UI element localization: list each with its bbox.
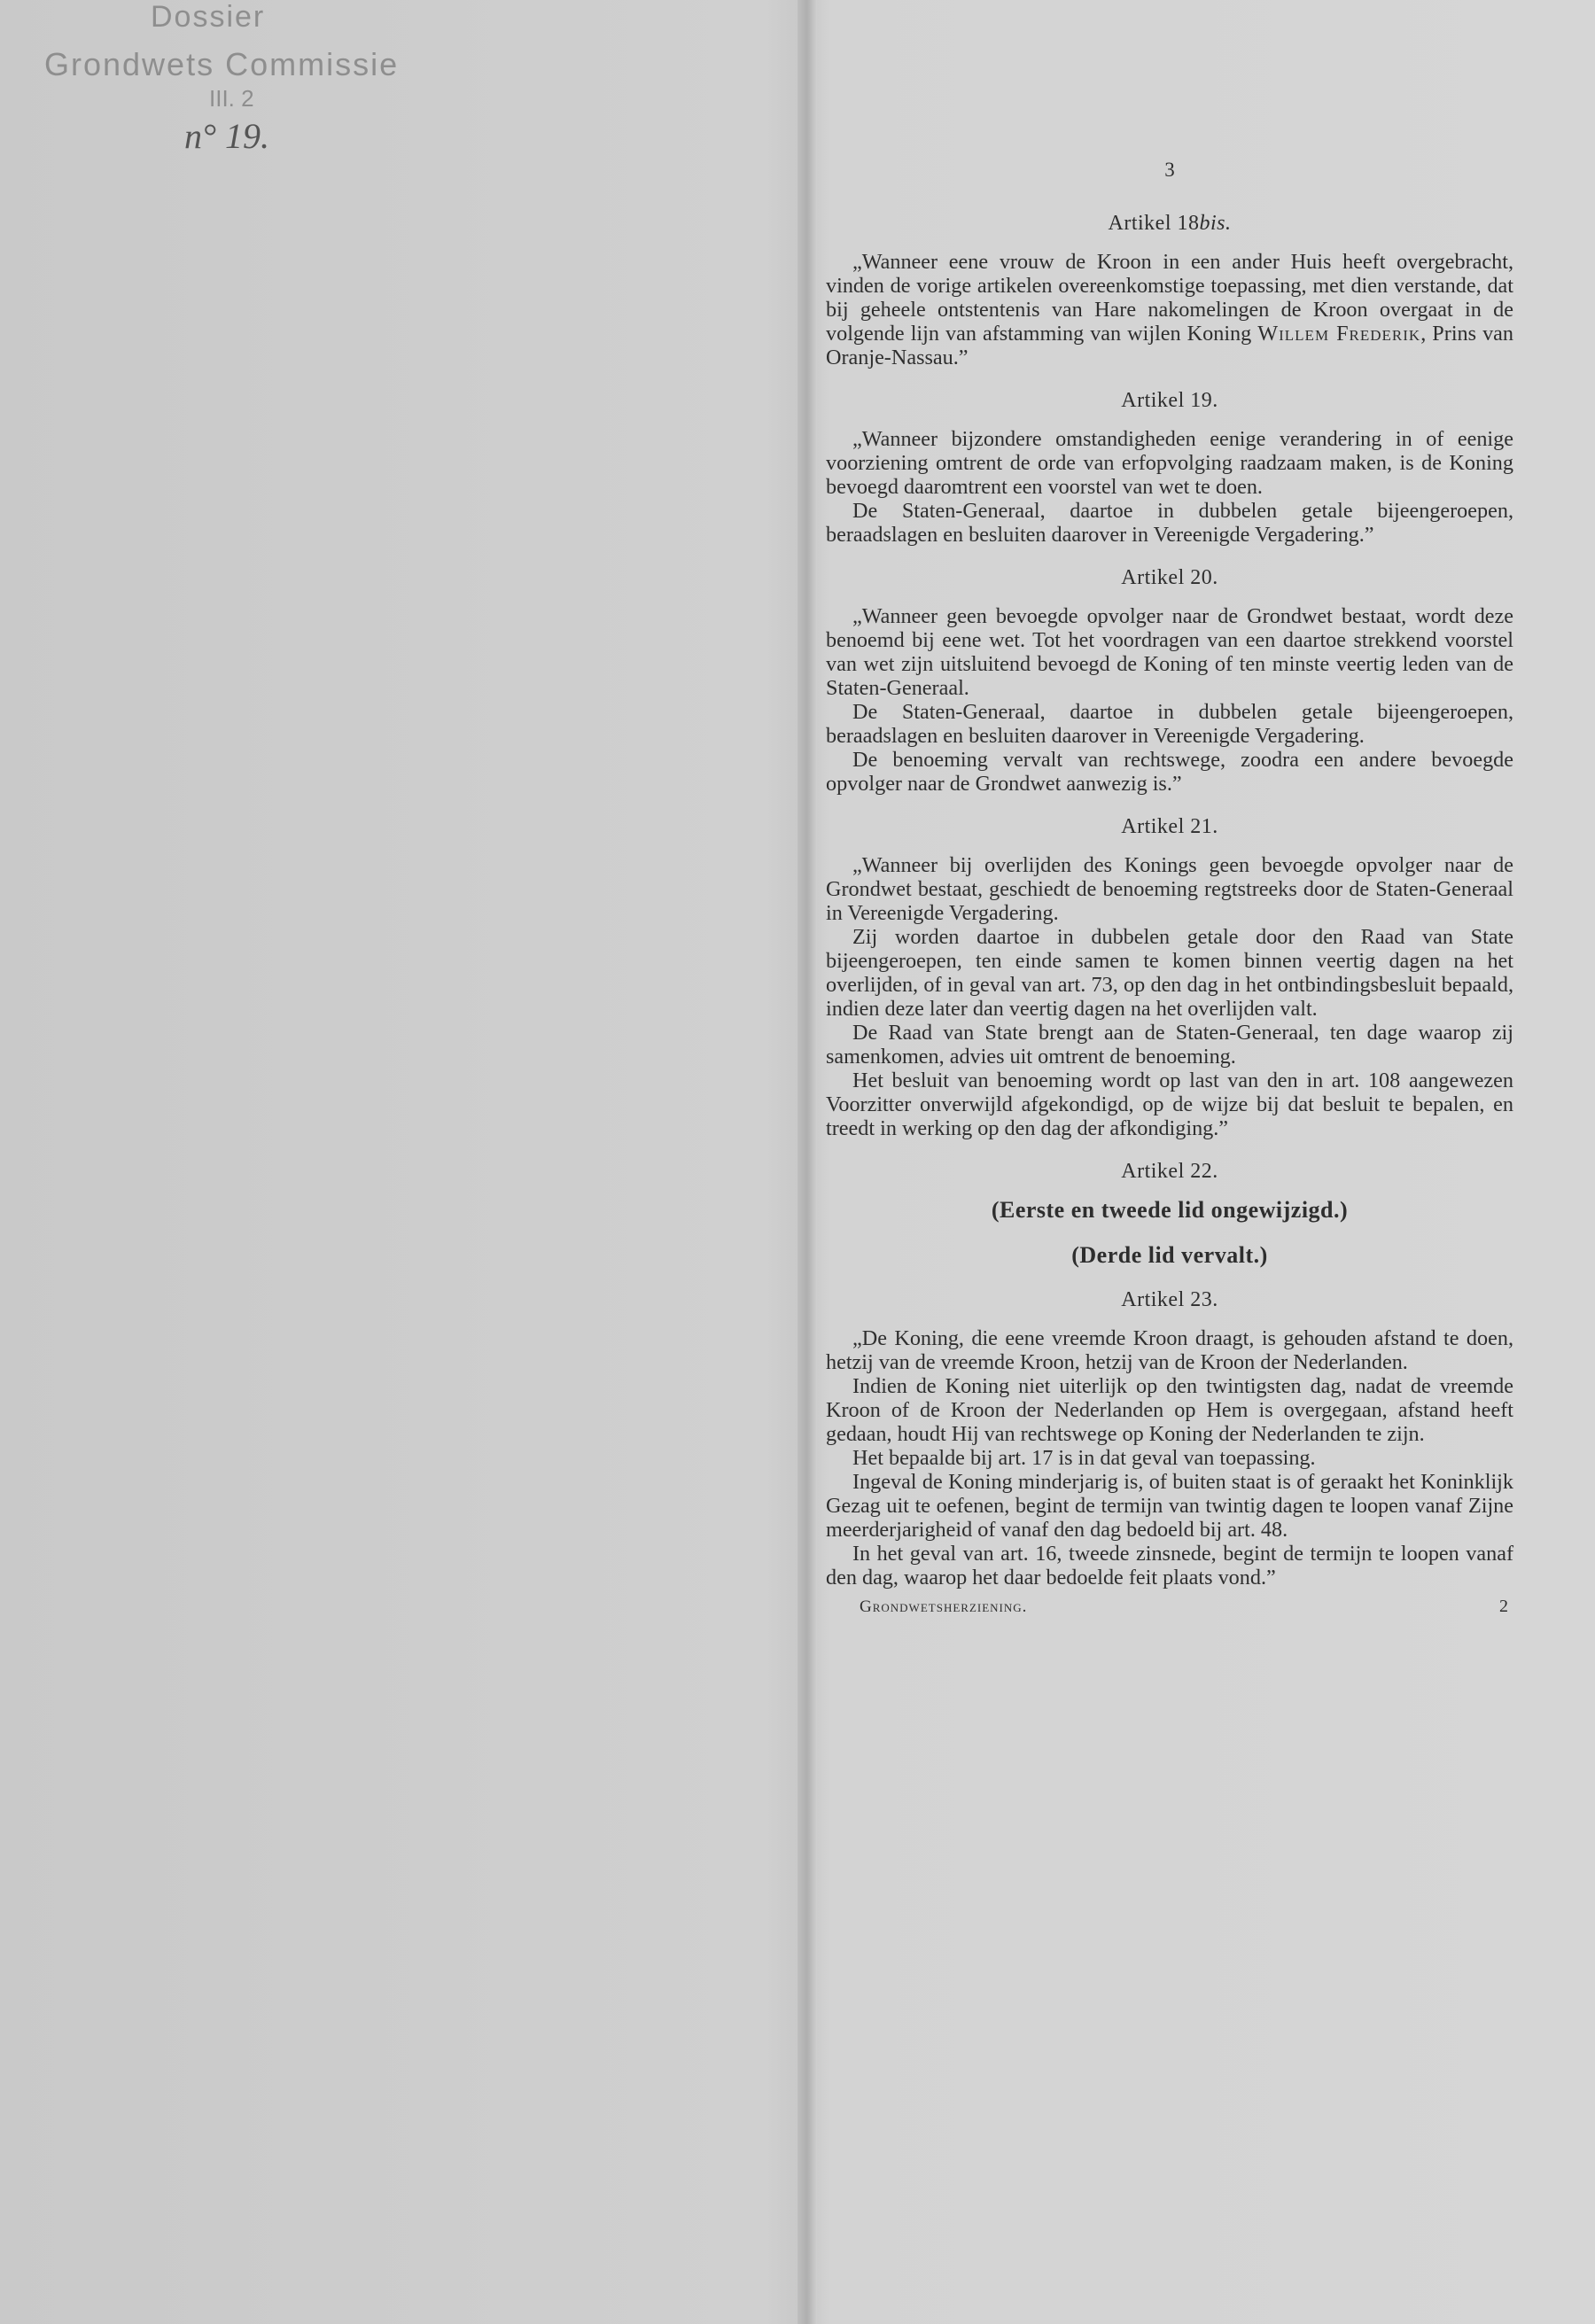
stamp-handwritten-number: n° 19. xyxy=(184,116,269,156)
article-paragraph: „De Koning, die eene vreemde Kroon draagt, is gehouden afstand te doen, hetzij van de vreemde Kroon, hetzij van de Kroon der Nederlanden. xyxy=(826,1326,1513,1374)
article-paragraph: Het bepaalde bij art. 17 is in dat geval van toepassing. xyxy=(852,1446,1316,1470)
amendment-note: (Eerste en tweede lid ongewijzigd.) xyxy=(991,1197,1349,1223)
article-paragraph: De Raad van State brengt aan de Staten-Generaal, ten dage waarop zij samenkomen, advies uit omtrent de benoeming. xyxy=(826,1021,1513,1069)
article-paragraph: „Wanneer bijzondere omstandigheden eenige verandering in of eenige voorziening omtrent de orde van erfopvolging raadzaam maken, is de Koning bevoegd daaromtrent een voorstel van wet te doen. xyxy=(826,427,1513,499)
article-19 xyxy=(826,389,1513,547)
article-22 xyxy=(826,1160,1513,1267)
royal-name: Willem Frederik xyxy=(1257,322,1421,346)
sheet-number: 2 xyxy=(1499,1597,1508,1616)
page-number: 3 xyxy=(1164,159,1175,181)
footer-signature: Grondwetsherziening. xyxy=(860,1597,1028,1616)
article-paragraph: De benoeming vervalt van rechtswege, zoodra een andere bevoegde opvolger naar de Grondwet aanwezig is.” xyxy=(826,748,1513,796)
amendment-note: (Derde lid vervalt.) xyxy=(1071,1242,1268,1268)
page-fold xyxy=(798,0,817,2324)
article-title: Artikel 22. xyxy=(1121,1160,1218,1183)
article-paragraph: „Wanneer bij overlijden des Konings geen bevoegde opvolger naar de Grondwet bestaat, geschiedt de benoeming regtstreeks door de Staten-Generaal in Vereenigde Vergadering. xyxy=(826,853,1513,925)
stamp-line-2: Grondwets Commissie xyxy=(44,46,400,82)
article-paragraph: De Staten-Generaal, daartoe in dubbelen getale bijeengeroepen, beraadslagen en besluiten daarover in Vereenigde Vergadering.” xyxy=(826,499,1513,547)
article-paragraph: „Wanneer eene vrouw de Kroon in een ander Huis heeft overgebracht, vinden de vorige artikelen overeenkomstige toepassing, met dien verstande, dat bij geheele ontstentenis van Hare nakomelingen de Kroon overgaat in de volgende lijn van afstamming van wijlen Koning Willem Frederik, Prins van Oranje-Nassau.” xyxy=(826,250,1514,369)
article-20 xyxy=(826,566,1513,796)
page-footer xyxy=(826,1595,1513,1619)
article-title: Artikel 21. xyxy=(1121,815,1218,838)
text-page xyxy=(826,158,1513,1619)
article-title: Artikel 20. xyxy=(1121,566,1218,589)
article-paragraph: Zij worden daartoe in dubbelen getale door den Raad van State bijeengeroepen, ten einde samen te komen binnen veertig dagen na het overlijden, of in geval van art. 73, op den dag in het ontbindingsbesluit bepaald, indien deze later dan veertig dagen na het overlijden valt. xyxy=(826,925,1513,1021)
article-title: Artikel 19. xyxy=(1121,389,1218,412)
article-23 xyxy=(826,1288,1513,1589)
article-18bis xyxy=(826,212,1513,369)
article-paragraph: Ingeval de Koning minderjarig is, of buiten staat is of geraakt het Koninklijk Gezag uit te oefenen, begint de termijn van twintig dagen te loopen vanaf Zijne meerderjarigheid of vanaf den dag bedoeld bij art. 48. xyxy=(826,1470,1513,1542)
stamp-line-3: III. 2 xyxy=(209,85,254,112)
article-paragraph: Het besluit van benoeming wordt op last van den in art. 108 aangewezen Voorzitter onverwijld afgekondigd, op de wijze bij dat besluit te bepalen, en treedt in werking op den dag der afkondiging.” xyxy=(826,1069,1513,1140)
article-paragraph: In het geval van art. 16, tweede zinsnede, begint de termijn te loopen vanaf den dag, waarop het daar bedoelde feit plaats vond.” xyxy=(826,1542,1513,1589)
article-21 xyxy=(826,815,1513,1140)
article-title: Artikel 23. xyxy=(1121,1288,1218,1311)
stamp-line-1: Dossier xyxy=(151,0,266,34)
article-title: Artikel 18bis. xyxy=(1108,212,1232,235)
article-paragraph: Indien de Koning niet uiterlijk op den twintigsten dag, nadat de vreemde Kroon of de Kroon der Nederlanden op Hem is overgegaan, afstand heeft gedaan, houdt Hij van rechtswege op Koning der Nederlanden te zijn. xyxy=(826,1374,1513,1446)
article-paragraph: De Staten-Generaal, daartoe in dubbelen getale bijeengeroepen, beraadslagen en besluiten daarover in Vereenigde Vergadering. xyxy=(826,700,1513,748)
article-paragraph: „Wanneer geen bevoegde opvolger naar de Grondwet bestaat, wordt deze benoemd bij eene wet. Tot het voordragen van een daartoe strekkend voorstel van wet zijn uitsluitend bevoegd de Koning of ten minste veertig leden van de Staten-Generaal. xyxy=(826,604,1513,700)
